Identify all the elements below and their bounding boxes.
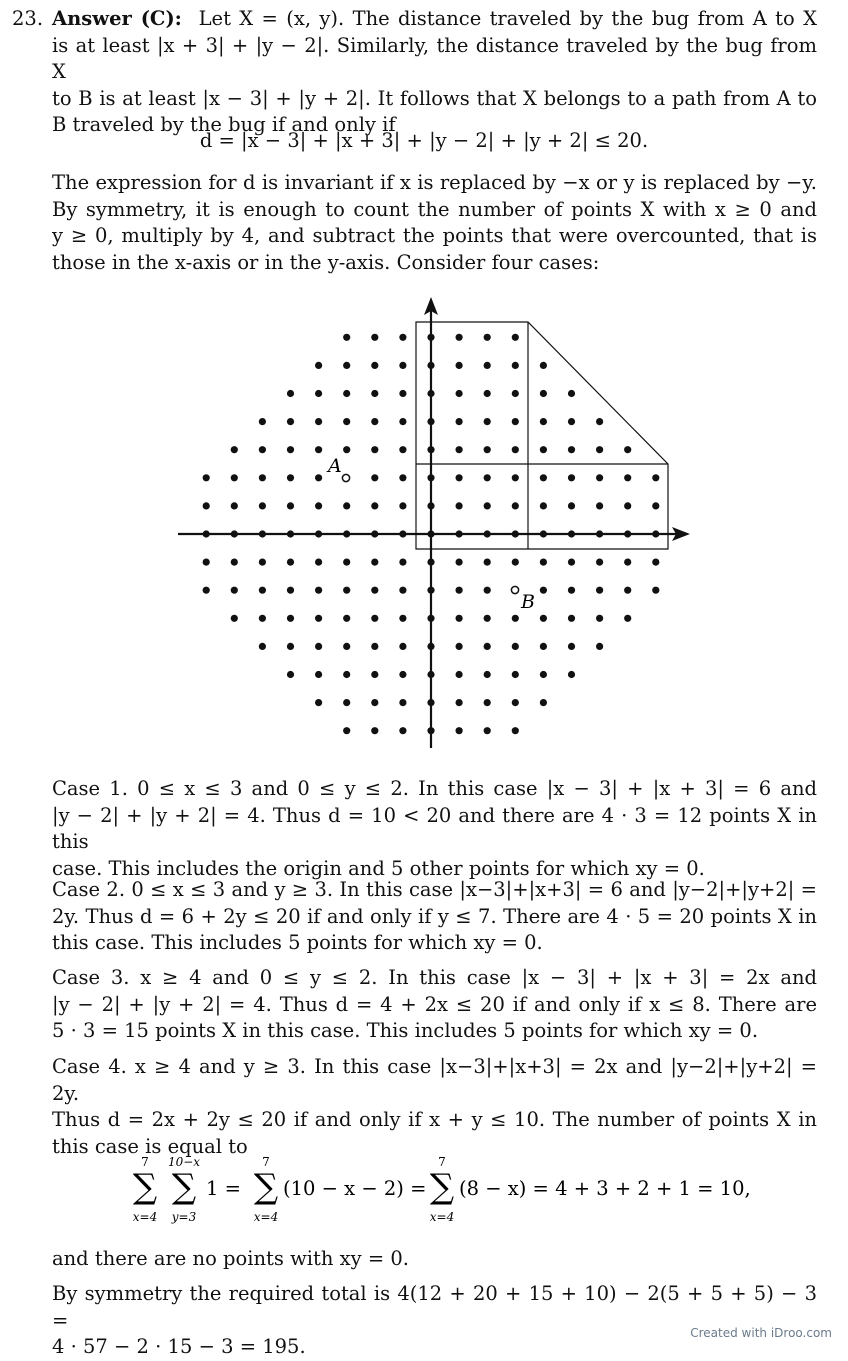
lattice-point xyxy=(371,446,378,453)
lattice-point xyxy=(512,362,519,369)
sum-term-2: (10 − x − 2) = xyxy=(283,1177,427,1200)
case-3 xyxy=(52,965,817,1045)
lattice-point xyxy=(203,587,210,594)
lattice-point xyxy=(484,390,491,397)
lattice-point xyxy=(399,390,406,397)
lattice-point xyxy=(399,502,406,509)
intro-line-1: Let X = (x, y). The distance traveled by the bug from A to X xyxy=(198,7,817,30)
lattice-point xyxy=(259,559,266,566)
sum2-bottom: y=3 xyxy=(171,1210,197,1224)
axes xyxy=(178,310,678,748)
lattice-point xyxy=(399,418,406,425)
case2-line-3: this case. This includes 5 points for which xy = 0. xyxy=(52,931,543,954)
lattice-point xyxy=(540,390,547,397)
case2-line-1: Case 2. 0 ≤ x ≤ 3 and y ≥ 3. In this case |x−3|+|x+3| = 6 and |y−2|+|y+2| = xyxy=(52,878,817,901)
lattice-point xyxy=(456,502,463,509)
case1-line-1: Case 1. 0 ≤ x ≤ 3 and 0 ≤ y ≤ 2. In this case |x − 3| + |x + 3| = 6 and xyxy=(52,777,817,800)
lattice-point xyxy=(371,615,378,622)
lattice-point xyxy=(652,587,659,594)
symmetry-line-1: The expression for d is invariant if x is replaced by −x or y is replaced by −y. xyxy=(52,171,817,194)
lattice-point xyxy=(596,587,603,594)
lattice-point xyxy=(596,615,603,622)
lattice-figure xyxy=(0,290,848,760)
lattice-point xyxy=(399,446,406,453)
lattice-point xyxy=(371,362,378,369)
no-points-line: and there are no points with xy = 0. xyxy=(52,1247,409,1270)
lattice-point xyxy=(371,559,378,566)
lattice-point xyxy=(259,643,266,650)
lattice-point xyxy=(512,727,519,734)
case-1 xyxy=(52,776,817,882)
lattice-point xyxy=(371,474,378,481)
lattice-point xyxy=(456,615,463,622)
lattice-point xyxy=(484,334,491,341)
lattice-point xyxy=(315,615,322,622)
lattice-point xyxy=(596,418,603,425)
sum-term-3: (8 − x) = 4 + 3 + 2 + 1 = 10, xyxy=(459,1177,751,1200)
answer-label: Answer (C): xyxy=(52,7,182,30)
lattice-point xyxy=(512,390,519,397)
lattice-point xyxy=(512,418,519,425)
lattice-point xyxy=(484,643,491,650)
conclusion-line-1: By symmetry the required total is 4(12 + 20 + 15 + 10) − 2(5 + 5 + 5) − 3 = xyxy=(52,1282,817,1332)
lattice-point xyxy=(343,390,350,397)
lattice-point xyxy=(540,587,547,594)
intro-line-2: is at least |x + 3| + |y − 2|. Similarly, the distance traveled by the bug from X xyxy=(52,33,817,83)
lattice-point xyxy=(343,727,350,734)
sum4-top: 7 xyxy=(438,1155,446,1169)
lattice-point xyxy=(343,615,350,622)
lattice-point xyxy=(484,502,491,509)
lattice-point xyxy=(315,587,322,594)
lattice-point xyxy=(484,418,491,425)
lattice-point xyxy=(596,643,603,650)
region-boxes xyxy=(416,322,668,549)
conclusion xyxy=(52,1281,817,1361)
lattice-point xyxy=(231,474,238,481)
lattice-point xyxy=(456,362,463,369)
lattice-point xyxy=(652,502,659,509)
case2-line-2: 2y. Thus d = 6 + 2y ≤ 20 if and only if y ≤ 7. There are 4 · 5 = 20 points X in xyxy=(52,904,817,928)
lattice-point xyxy=(259,587,266,594)
lattice-point xyxy=(512,502,519,509)
sum2-sigma: ∑ xyxy=(171,1167,197,1207)
sum1-top: 7 xyxy=(141,1155,149,1169)
lattice-point xyxy=(315,502,322,509)
lattice-point xyxy=(596,559,603,566)
lattice-point xyxy=(203,559,210,566)
lattice-point xyxy=(540,446,547,453)
intro-line-3: to B is at least |x − 3| + |y + 2|. It follows that X belongs to a path from A to xyxy=(52,86,817,110)
lattice-point xyxy=(568,474,575,481)
lattice-point xyxy=(568,418,575,425)
lattice-point xyxy=(287,559,294,566)
lattice-point xyxy=(512,474,519,481)
lattice-point xyxy=(624,615,631,622)
lattice-point xyxy=(371,418,378,425)
lattice-point xyxy=(315,671,322,678)
lattice-point xyxy=(231,587,238,594)
lattice-point xyxy=(540,502,547,509)
label-a: A xyxy=(328,455,342,477)
sum-equation xyxy=(126,1153,766,1228)
symmetry-line-2: By symmetry, it is enough to count the number of points X with x ≥ 0 and xyxy=(52,197,817,221)
lattice-point xyxy=(456,474,463,481)
lattice-point xyxy=(399,334,406,341)
lattice-point xyxy=(540,643,547,650)
lattice-point xyxy=(456,334,463,341)
lattice-point xyxy=(596,474,603,481)
lattice-point xyxy=(484,559,491,566)
lattice-point xyxy=(399,587,406,594)
lattice-point xyxy=(371,643,378,650)
lattice-point xyxy=(315,474,322,481)
lattice-point xyxy=(371,587,378,594)
main-equation: d = |x − 3| + |x + 3| + |y − 2| + |y + 2| ≤ 20. xyxy=(199,129,649,152)
lattice-point xyxy=(484,362,491,369)
lattice-point xyxy=(456,446,463,453)
sum3-sigma: ∑ xyxy=(253,1167,279,1207)
lattice-point xyxy=(287,502,294,509)
lattice-point xyxy=(484,587,491,594)
lattice-point xyxy=(343,559,350,566)
case1-line-3: case. This includes the origin and 5 other points for which xy = 0. xyxy=(52,856,705,880)
lattice-point xyxy=(484,727,491,734)
lattice-point xyxy=(540,671,547,678)
sum1-sigma: ∑ xyxy=(132,1167,158,1207)
lattice-point xyxy=(343,587,350,594)
lattice-point xyxy=(399,362,406,369)
lattice-point xyxy=(568,446,575,453)
lattice-point xyxy=(568,390,575,397)
lattice-point xyxy=(231,446,238,453)
lattice-point xyxy=(399,559,406,566)
lattice-point xyxy=(343,502,350,509)
lattice-point xyxy=(512,334,519,341)
label-b: B xyxy=(521,591,535,613)
lattice-point xyxy=(259,502,266,509)
symmetry-line-4: those in the x-axis or in the y-axis. Consider four cases: xyxy=(52,250,600,274)
lattice-point xyxy=(343,334,350,341)
lattice-point xyxy=(259,418,266,425)
problem-number: 23. xyxy=(12,7,44,30)
lattice-point xyxy=(624,446,631,453)
lattice-point xyxy=(399,671,406,678)
lattice-point xyxy=(484,699,491,706)
lattice-point xyxy=(540,615,547,622)
lattice-point xyxy=(315,446,322,453)
lattice-point xyxy=(512,699,519,706)
lattice-point xyxy=(456,418,463,425)
lattice-point xyxy=(371,390,378,397)
lattice-point xyxy=(399,699,406,706)
lattice-point xyxy=(315,643,322,650)
lattice-point xyxy=(456,559,463,566)
lattice-point xyxy=(624,587,631,594)
lattice-point xyxy=(371,727,378,734)
sum-term-1: 1 = xyxy=(206,1177,241,1200)
lattice-point xyxy=(456,699,463,706)
lattice-point xyxy=(343,418,350,425)
lattice-point xyxy=(399,727,406,734)
sum4-bottom: x=4 xyxy=(429,1210,455,1224)
point-b-marker xyxy=(511,586,518,593)
lattice-point xyxy=(456,727,463,734)
case-4 xyxy=(52,1054,817,1160)
lattice-point xyxy=(568,671,575,678)
lattice-point xyxy=(231,615,238,622)
conclusion-line-2: 4 · 57 − 2 · 15 − 3 = 195. xyxy=(52,1335,306,1358)
lattice-point xyxy=(399,615,406,622)
lattice-point xyxy=(484,474,491,481)
watermark: Created with iDroo.com xyxy=(690,1326,832,1340)
lattice-point xyxy=(287,615,294,622)
intro-line-4: B traveled by the bug if and only if xyxy=(52,113,396,136)
lattice-point xyxy=(512,615,519,622)
lattice-point xyxy=(540,559,547,566)
sum2-top: 10−x xyxy=(167,1155,201,1169)
lattice-point xyxy=(287,474,294,481)
lattice-point xyxy=(484,446,491,453)
sum4-sigma: ∑ xyxy=(429,1167,455,1207)
case-2 xyxy=(52,877,817,957)
lattice-point xyxy=(596,502,603,509)
lattice-point xyxy=(259,474,266,481)
lattice-point xyxy=(287,643,294,650)
lattice-point xyxy=(399,643,406,650)
lattice-point xyxy=(624,559,631,566)
lattice-point xyxy=(371,699,378,706)
case3-line-2: |y − 2| + |y + 2| = 4. Thus d = 4 + 2x ≤ 20 if and only if x ≤ 8. There are xyxy=(52,992,817,1016)
case4-line-3: this case is equal to xyxy=(52,1134,248,1158)
symmetry-paragraph xyxy=(52,170,817,276)
lattice-point xyxy=(512,643,519,650)
lattice-point xyxy=(343,446,350,453)
lattice-point xyxy=(315,390,322,397)
lattice-point xyxy=(540,474,547,481)
lattice-point xyxy=(287,390,294,397)
lattice-point xyxy=(456,587,463,594)
case3-line-3: 5 · 3 = 15 points X in this case. This includes 5 points for which xy = 0. xyxy=(52,1019,759,1042)
lattice-point xyxy=(652,559,659,566)
sum3-bottom: x=4 xyxy=(253,1210,279,1224)
lattice-point xyxy=(568,559,575,566)
case3-line-1: Case 3. x ≥ 4 and 0 ≤ y ≤ 2. In this case |x − 3| + |x + 3| = 2x and xyxy=(52,966,817,989)
lattice-point xyxy=(343,671,350,678)
lattice-point xyxy=(287,446,294,453)
case4-line-1: Case 4. x ≥ 4 and y ≥ 3. In this case |x−3|+|x+3| = 2x and |y−2|+|y+2| = 2y. xyxy=(52,1055,817,1105)
lattice-point xyxy=(540,699,547,706)
lattice-point xyxy=(259,446,266,453)
lattice-point xyxy=(456,390,463,397)
lattice-point xyxy=(287,671,294,678)
case1-line-2: |y − 2| + |y + 2| = 4. Thus d = 10 < 20 and there are 4 · 3 = 12 points X in this xyxy=(52,803,817,853)
upper-box xyxy=(416,322,668,549)
lattice-point xyxy=(540,418,547,425)
lattice-point xyxy=(287,418,294,425)
lattice-point xyxy=(512,446,519,453)
lattice-point xyxy=(315,418,322,425)
point-a-marker xyxy=(342,474,349,481)
lattice-point xyxy=(456,671,463,678)
lattice-point xyxy=(399,474,406,481)
lattice-point xyxy=(484,615,491,622)
lattice-point xyxy=(371,671,378,678)
lattice-point xyxy=(568,615,575,622)
symmetry-line-3: y ≥ 0, multiply by 4, and subtract the points that were overcounted, that is xyxy=(52,224,817,247)
lattice-point xyxy=(343,699,350,706)
lattice-point xyxy=(371,502,378,509)
lattice-point xyxy=(484,671,491,678)
lattice-point xyxy=(596,446,603,453)
intro-paragraph xyxy=(52,6,817,139)
lattice-point xyxy=(259,615,266,622)
sum3-top: 7 xyxy=(262,1155,270,1169)
lattice-point xyxy=(568,502,575,509)
lattice-point xyxy=(203,502,210,509)
lattice-point xyxy=(287,587,294,594)
case4-line-2: Thus d = 2x + 2y ≤ 20 if and only if x + y ≤ 10. The number of points X in xyxy=(52,1108,817,1131)
lattice-point xyxy=(512,559,519,566)
lattice-point xyxy=(203,474,210,481)
lattice-point xyxy=(568,587,575,594)
lattice-point xyxy=(315,559,322,566)
lattice-point xyxy=(456,643,463,650)
lattice-point xyxy=(512,671,519,678)
lattice-point xyxy=(652,474,659,481)
lattice-point xyxy=(624,474,631,481)
lattice-point xyxy=(231,502,238,509)
lattice-point xyxy=(315,362,322,369)
lattice-point xyxy=(371,334,378,341)
lattice-point xyxy=(540,362,547,369)
sum1-bottom: x=4 xyxy=(132,1210,158,1224)
lattice-point xyxy=(343,643,350,650)
lattice-point xyxy=(568,643,575,650)
lattice-point xyxy=(231,559,238,566)
lattice-point xyxy=(343,362,350,369)
lattice-point xyxy=(315,699,322,706)
lattice-point xyxy=(624,502,631,509)
